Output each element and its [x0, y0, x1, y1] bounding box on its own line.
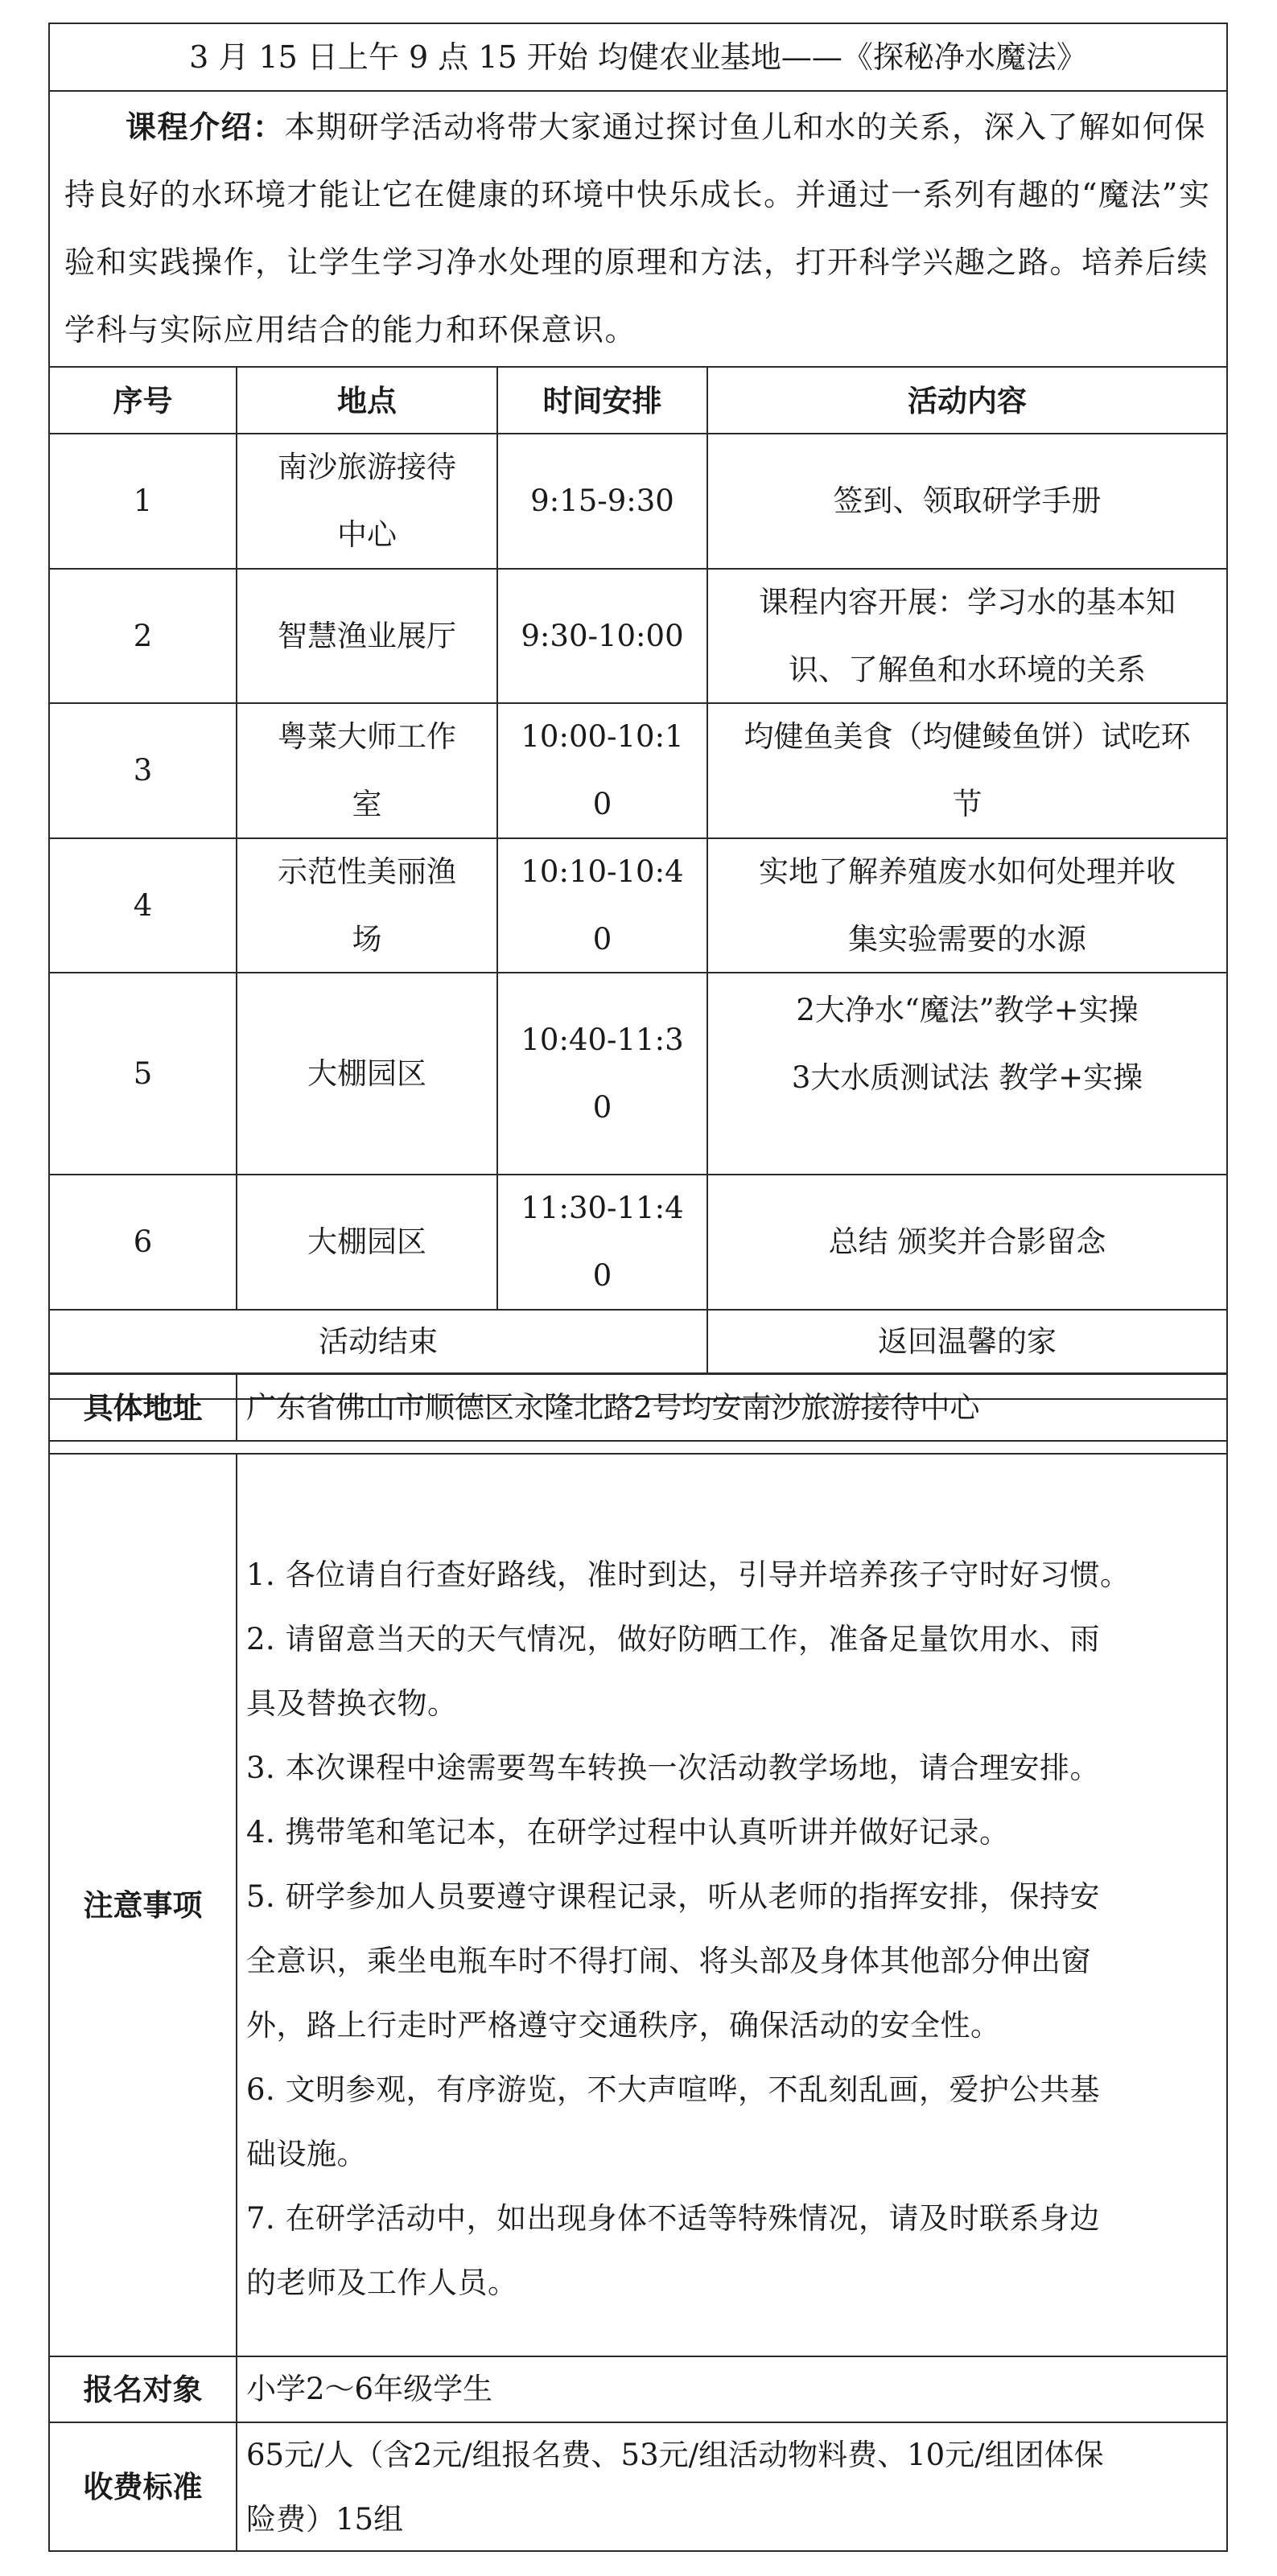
intro-label: 课程介绍：: [126, 109, 285, 145]
header-content: 活动内容: [908, 382, 1027, 418]
table-row-content: 实地了解养殖废水如何处理并收 集实验需要的水源: [759, 854, 1176, 957]
address-label: 具体地址: [83, 1390, 203, 1426]
end-row-right: 返回温馨的家: [878, 1324, 1057, 1359]
header-seq: 序号: [113, 382, 173, 418]
list-item: 外，路上行走时严格遵守交通秩序，确保活动的安全性。: [246, 2008, 1001, 2043]
table-row-time: 10:00-10:1 0: [521, 719, 684, 821]
table-row-content: 课程内容开展：学习水的基本知 识、了解鱼和水环境的关系: [759, 584, 1176, 687]
table-row-place: 大棚园区: [307, 1224, 426, 1259]
notes-list: [246, 1543, 1224, 2315]
table-row-time: 11:30-11:4 0: [521, 1191, 684, 1293]
list-item: 1. 各位请自行查好路线，准时到达，引导并培养孩子守时好习惯。: [246, 1558, 1131, 1592]
list-item: 7. 在研学活动中，如出现身体不适等特殊情况，请及时联系身边: [246, 2201, 1101, 2236]
table-row-place: 南沙旅游接待 中心: [278, 450, 456, 552]
table-row-content: 总结 颁奖并合影留念: [828, 1224, 1106, 1259]
table-row-time: 9:30-10:00: [521, 618, 684, 653]
table-row-time: 9:15-9:30: [530, 484, 674, 518]
course-intro: [64, 93, 1215, 364]
table-row-seq: 6: [133, 1224, 153, 1259]
table-row-place: 智慧渔业展厅: [278, 618, 456, 653]
fee-value: 65元/人（含2元/组报名费、53元/组活动物料费、10元/组团体保 险费）15组: [246, 2438, 1104, 2537]
page-title: 3 月 15 日上午 9 点 15 开始 均健农业基地——《探秘净水魔法》: [189, 39, 1087, 75]
table-row-content: 签到、领取研学手册: [833, 484, 1102, 518]
header-place: 地点: [337, 382, 397, 418]
list-item: 3. 本次课程中途需要驾车转换一次活动教学场地，请合理安排。: [246, 1751, 1101, 1785]
table-row-time: 10:10-10:4 0: [521, 854, 684, 957]
list-item: 6. 文明参观，有序游览，不大声喧哗，不乱刻乱画，爱护公共基: [246, 2072, 1101, 2107]
table-row-place: 示范性美丽渔 场: [278, 854, 456, 957]
table-row-place: 大棚园区: [307, 1056, 426, 1091]
list-item: 4. 携带笔和笔记本，在研学过程中认真听讲并做好记录。: [246, 1815, 1010, 1850]
table-row-seq: 1: [133, 484, 153, 518]
header-time: 时间安排: [542, 382, 662, 418]
target-label: 报名对象: [83, 2372, 203, 2407]
notes-label: 注意事项: [83, 1887, 203, 1923]
intro-text: 本期研学活动将带大家通过探讨鱼儿和水的关系，深入了解如何保持良好的水环境才能让它在健康的环境中快乐成长。并通过一系列有趣的“魔法”实验和实践操作，让学生学习净水处理的原理和方法，打开科学兴趣之路。培养后续学科与实际应用结合的能力和环保意识。: [64, 109, 1211, 348]
list-item: 础设施。: [246, 2137, 367, 2171]
table-row-seq: 2: [133, 618, 153, 653]
table-row-seq: 4: [133, 887, 153, 923]
table-row-time: 10:40-11:3 0: [521, 1022, 684, 1125]
table-row-content: 均健鱼美食（均健鲮鱼饼）试吃环 节: [744, 719, 1191, 821]
table-row-place: 粤菜大师工作 室: [278, 719, 456, 821]
table-row-content: 2大净水“魔法”教学+实操 3大水质测试法 教学+实操: [791, 992, 1143, 1095]
target-value: 小学2～6年级学生: [246, 2372, 493, 2406]
address-value: 广东省佛山市顺德区永隆北路2号均安南沙旅游接待中心: [246, 1390, 980, 1425]
list-item: 2. 请留意当天的天气情况，做好防晒工作，准备足量饮用水、雨: [246, 1622, 1101, 1656]
end-row-left: 活动结束: [319, 1324, 438, 1359]
list-item: 的老师及工作人员。: [246, 2265, 518, 2300]
list-item: 全意识，乘坐电瓶车时不得打闹、将头部及身体其他部分伸出窗: [246, 1944, 1091, 1978]
fee-label: 收费标准: [83, 2469, 203, 2504]
list-item: 5. 研学参加人员要遵守课程记录，听从老师的指挥安排，保持安: [246, 1879, 1101, 1914]
table-row-seq: 3: [133, 753, 153, 788]
table-row-seq: 5: [133, 1056, 153, 1091]
list-item: 具及替换衣物。: [246, 1686, 458, 1721]
